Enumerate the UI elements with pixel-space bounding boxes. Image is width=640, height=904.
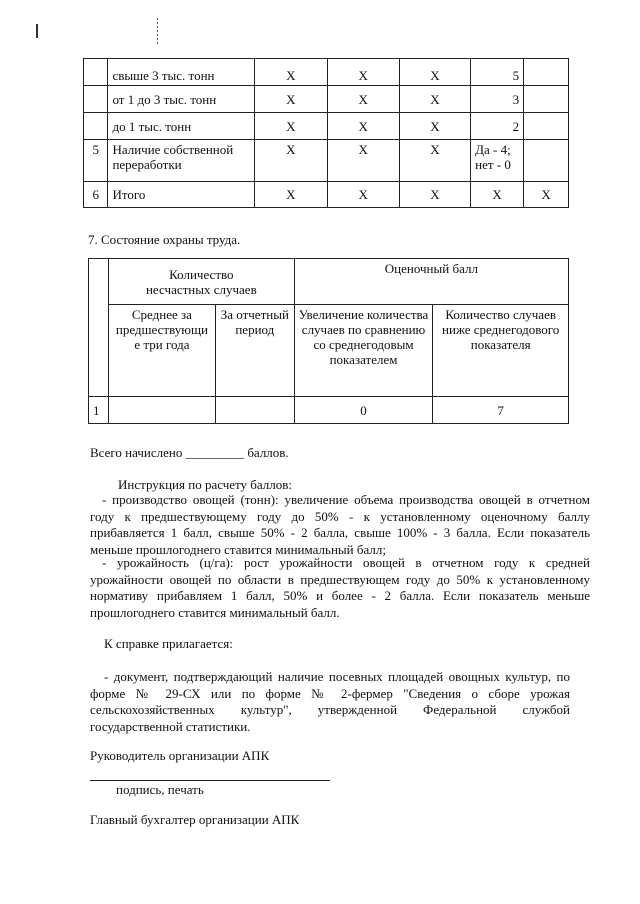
empty-cell <box>524 140 569 182</box>
scan-mark <box>36 24 38 38</box>
empty-cell <box>524 59 569 86</box>
group-header-score: Оценочный балл <box>294 259 568 305</box>
table-row <box>84 113 569 140</box>
instruction-title: Инструкция по расчету баллов: <box>118 477 293 492</box>
row-label: свыше 3 тыс. тонн <box>108 59 255 86</box>
section-title: 7. Состояние охраны труда. <box>88 232 241 247</box>
cell-x: Х <box>255 182 327 208</box>
header-reporting-period: За отчетный период <box>215 305 294 397</box>
score-cell: 5 <box>471 59 524 86</box>
cell-x: Х <box>255 113 327 140</box>
group-header-accidents: Количество несчастных случаев <box>108 259 294 305</box>
cell-value: 0 <box>294 397 433 424</box>
row-number <box>84 86 108 113</box>
total-points-line: Всего начислено _________ баллов. <box>90 445 289 460</box>
scan-mark-dotted <box>157 18 158 46</box>
instruction-production: - производство овощей (тонн): увеличение объема производства овощей в отчетном году к предшествующему году до 50% - к установленному оценочному баллу прибавляется 1 балл, свыше 50% - 2 балла, свыше 100% - 3 балла. Если показатель меньше прошлогоднего ставится минимальный балл; <box>90 492 590 557</box>
score-cell: Х <box>471 182 524 208</box>
cell-value: 7 <box>433 397 569 424</box>
row-number <box>84 113 108 140</box>
cell-x: Х <box>327 59 399 86</box>
header-avg-3-years: Среднее за предшествующи е три года <box>108 305 215 397</box>
cell-x: Х <box>327 182 399 208</box>
header-increase: Увеличение количества случаев по сравнению со среднегодовым показателем <box>294 305 433 397</box>
accountant-signature-label: Главный бухгалтер организации АПК <box>90 812 300 827</box>
empty-cell <box>524 86 569 113</box>
signature-line <box>90 780 330 781</box>
cell-x: Х <box>399 113 470 140</box>
score-cell: 3 <box>471 86 524 113</box>
row-number <box>84 59 108 86</box>
head-signature-label: Руководитель организации АПК <box>90 748 270 763</box>
cell-x: Х <box>327 140 399 182</box>
cell-x: Х <box>255 140 327 182</box>
cell-x: Х <box>327 113 399 140</box>
table-row <box>84 140 569 182</box>
cell-value <box>108 397 215 424</box>
row-label: Наличие собственной переработки <box>108 140 255 182</box>
row-label: от 1 до 3 тыс. тонн <box>108 86 255 113</box>
cell-x: Х <box>327 86 399 113</box>
instruction-yield: - урожайность (ц/га): рост урожайности овощей в отчетном году к средней урожайности овощей по области в предшествующем году до 50% к установленному нормативу прибавляем 1 балл, 50% и более - 2 балла. Если показатель меньше прошлогоднего ставится минимальный балл. <box>90 555 590 620</box>
row-number: 1 <box>89 397 109 424</box>
cell-x: Х <box>255 59 327 86</box>
cell-x: Х <box>399 140 470 182</box>
safety-table <box>88 258 569 424</box>
header-below-average: Количество случаев ниже среднегодового показателя <box>433 305 569 397</box>
table-row <box>84 182 569 208</box>
scoring-table <box>83 58 569 208</box>
header-empty <box>89 259 109 397</box>
score-cell: Да - 4; нет - 0 <box>471 140 524 182</box>
empty-cell <box>524 113 569 140</box>
cell-x: Х <box>399 86 470 113</box>
cell-value <box>215 397 294 424</box>
attachment-item: - документ, подтверждающий наличие посевных площадей овощных культур, по форме № 29-СХ или по форме № 2-фермер "Сведения о сборе урожая сельскохозяйственных культур", утвержденной Федеральной службой государственной статистики. <box>90 669 570 734</box>
cell-x: Х <box>255 86 327 113</box>
row-number: 5 <box>84 140 108 182</box>
table-row <box>84 59 569 86</box>
row-label: до 1 тыс. тонн <box>108 113 255 140</box>
cell-x: Х <box>399 59 470 86</box>
row-label: Итого <box>108 182 255 208</box>
attachment-title: К справке прилагается: <box>104 636 233 651</box>
signature-caption: подпись, печать <box>116 782 204 797</box>
cell-x: Х <box>399 182 470 208</box>
table-row <box>89 397 569 424</box>
cell-x: Х <box>524 182 569 208</box>
score-cell: 2 <box>471 113 524 140</box>
row-number: 6 <box>84 182 108 208</box>
table-row <box>84 86 569 113</box>
